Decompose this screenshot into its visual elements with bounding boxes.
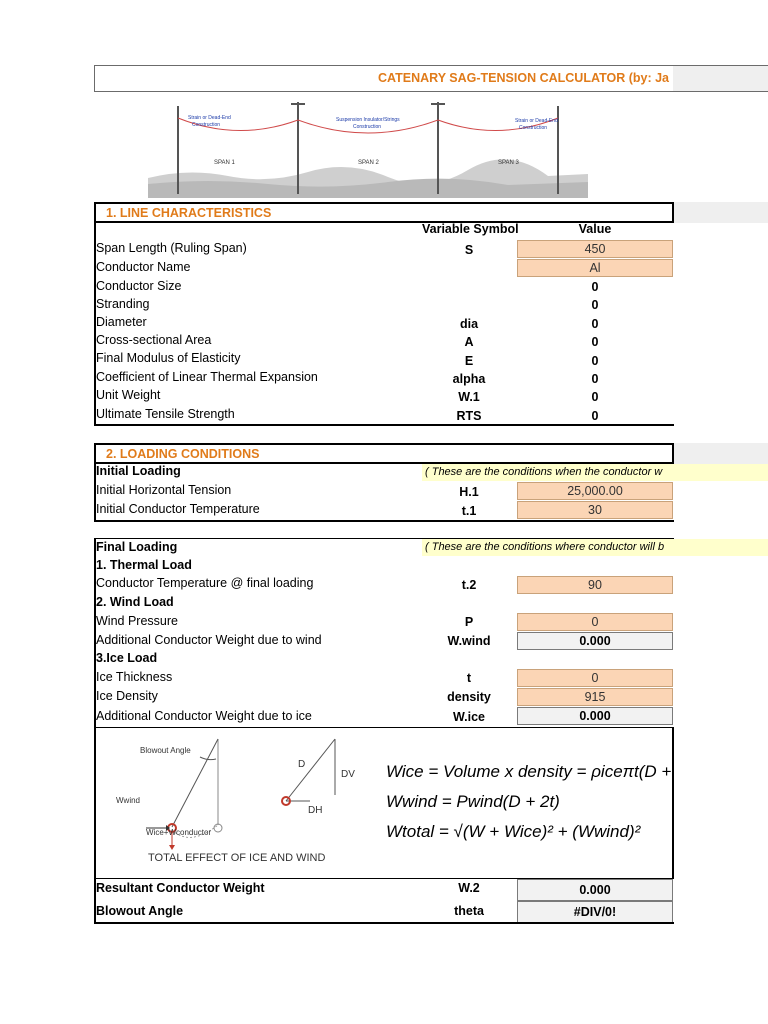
initial-loading-note: ( These are the conditions when the conductor w	[422, 464, 768, 481]
row-symbol-unit-weight: W.1	[458, 390, 480, 404]
thermal-load-heading: 1. Thermal Load	[96, 558, 192, 572]
wice-label: Wice+Wconductor	[146, 828, 212, 837]
final-temp-input[interactable]: 90	[517, 576, 673, 594]
row-label-blowout-angle: Blowout Angle	[96, 904, 184, 918]
blowout-angle-output: #DIV/0!	[517, 901, 673, 923]
row-label-unit-weight: Unit Weight	[96, 388, 161, 402]
initial-tension-input[interactable]: 25,000.00	[517, 482, 673, 500]
thermal-coeff-value: 0	[591, 372, 599, 386]
section1-header-ext	[674, 202, 768, 223]
row-label-span-length: Span Length (Ruling Span)	[96, 241, 247, 255]
d-diagonal	[286, 739, 335, 801]
row-label-conductor-size: Conductor Size	[96, 279, 182, 293]
row-symbol-ice-density: density	[447, 690, 491, 704]
dv-label: DV	[341, 769, 355, 780]
final-loading-heading: Final Loading	[96, 540, 178, 554]
wind-pressure-input[interactable]: 0	[517, 613, 673, 631]
label-strain-3: Strain or Dead-End	[515, 118, 558, 124]
row-symbol-modulus: E	[464, 354, 474, 368]
label-span-1: SPAN 1	[214, 160, 235, 166]
unit-weight-value: 0	[591, 390, 599, 404]
rts-value: 0	[591, 409, 599, 423]
col-header-symbol: Variable Symbol	[422, 222, 519, 236]
equations-block	[386, 760, 672, 850]
row-label-diameter: Diameter	[96, 315, 147, 329]
row-symbol-diameter: dia	[459, 317, 479, 331]
initial-bottom-border	[94, 520, 674, 522]
col-header-value: Value	[578, 222, 612, 236]
ice-load-heading: 3.Ice Load	[96, 651, 158, 665]
equation-ice: Wice = Volume x density = ρiceπt(D +	[386, 762, 672, 781]
initial-temp-input[interactable]: 30	[517, 501, 673, 519]
row-symbol-initial-tension: H.1	[459, 485, 479, 499]
equation-wind: Wwind = Pwind(D + 2t)	[386, 792, 560, 811]
area-value: 0	[591, 335, 599, 349]
final-loading-note: ( These are the conditions where conductor will b	[422, 539, 768, 556]
d-label: D	[298, 759, 306, 770]
modulus-value: 0	[591, 354, 599, 368]
row-label-ice-thickness: Ice Thickness	[96, 670, 173, 684]
row-label-final-temp: Conductor Temperature @ final loading	[96, 576, 314, 590]
figure-caption: TOTAL EFFECT OF ICE AND WIND	[148, 852, 326, 864]
row-symbol-ice-thickness: t	[466, 671, 472, 685]
section1-bottom-border	[94, 424, 674, 426]
row-label-initial-tension: Initial Horizontal Tension	[96, 483, 232, 497]
label-suspension: Suspension Insulator/Strings	[336, 117, 400, 123]
row-label-thermal-coeff: Coefficient of Linear Thermal Expansion	[96, 370, 318, 384]
section1-title: 1. LINE CHARACTERISTICS	[106, 206, 272, 220]
row-symbol-final-temp: t.2	[461, 578, 477, 592]
wwind-label: Wwind	[116, 796, 141, 805]
initial-loading-heading: Initial Loading	[96, 464, 181, 478]
dh-label: DH	[308, 805, 323, 816]
label-construction-1: Construction	[192, 122, 221, 128]
row-symbol-span-length: S	[464, 243, 474, 257]
row-label-conductor-name: Conductor Name	[96, 260, 191, 274]
row-symbol-thermal-coeff: alpha	[452, 372, 486, 386]
row-symbol-area: A	[464, 335, 474, 349]
conductor-size-value: 0	[591, 280, 599, 294]
conductor-name-select[interactable]: Al	[517, 259, 673, 277]
row-label-rts: Ultimate Tensile Strength	[96, 407, 235, 421]
row-symbol-wind-weight: W.wind	[447, 634, 491, 648]
label-strain-1: Strain or Dead-End	[188, 115, 231, 121]
wind-load-heading: 2. Wind Load	[96, 595, 174, 609]
section2-header-ext	[674, 443, 768, 464]
equation-total: Wtotal = √(W + Wice)² + (Wwind)²	[386, 822, 641, 841]
row-symbol-blowout-angle: theta	[454, 904, 484, 918]
row-label-initial-temp: Initial Conductor Temperature	[96, 502, 260, 516]
figure-right-border	[672, 728, 674, 878]
diameter-value: 0	[591, 317, 599, 331]
row-label-modulus: Final Modulus of Elasticity	[96, 351, 241, 365]
blowout-angle-label: Blowout Angle	[140, 746, 191, 755]
row-label-wind-weight: Additional Conductor Weight due to wind	[96, 633, 322, 647]
row-label-ice-weight: Additional Conductor Weight due to ice	[96, 709, 312, 723]
section2-title: 2. LOADING CONDITIONS	[106, 447, 260, 461]
row-symbol-rts: RTS	[456, 409, 482, 423]
title-bar-extension	[673, 66, 768, 92]
ice-density-input[interactable]: 915	[517, 688, 673, 706]
ice-weight-output: 0.000	[517, 707, 673, 725]
results-bottom-border	[94, 922, 674, 924]
rest-conductor-circle	[214, 824, 222, 832]
span-diagram	[148, 98, 588, 198]
title-bar	[94, 65, 768, 92]
row-label-area: Cross-sectional Area	[96, 333, 212, 347]
section2-header	[94, 443, 674, 464]
label-construction-2: Construction	[353, 124, 382, 130]
ice-wind-figure	[110, 735, 370, 865]
wind-weight-output: 0.000	[517, 632, 673, 650]
row-label-resultant-weight: Resultant Conductor Weight	[96, 881, 265, 895]
row-symbol-wind-pressure: P	[464, 615, 474, 629]
row-symbol-ice-weight: W.ice	[453, 710, 485, 724]
label-span-3: SPAN 3	[498, 160, 519, 166]
row-label-stranding: Stranding	[96, 297, 150, 311]
label-construction-3: Construction	[519, 125, 548, 131]
weight-arrowhead	[169, 845, 175, 850]
row-label-wind-pressure: Wind Pressure	[96, 614, 178, 628]
ice-thickness-input[interactable]: 0	[517, 669, 673, 687]
page-title: CATENARY SAG-TENSION CALCULATOR (by: Ja	[378, 71, 669, 85]
label-span-2: SPAN 2	[358, 160, 379, 166]
figure-top-border	[94, 727, 674, 728]
row-symbol-resultant-weight: W.2	[458, 881, 480, 895]
row-label-ice-density: Ice Density	[96, 689, 158, 703]
stranding-value: 0	[591, 298, 599, 312]
row-symbol-initial-temp: t.1	[461, 504, 477, 518]
section1-header	[94, 202, 674, 223]
resultant-weight-output: 0.000	[517, 879, 673, 901]
span-length-input[interactable]: 450	[517, 240, 673, 258]
